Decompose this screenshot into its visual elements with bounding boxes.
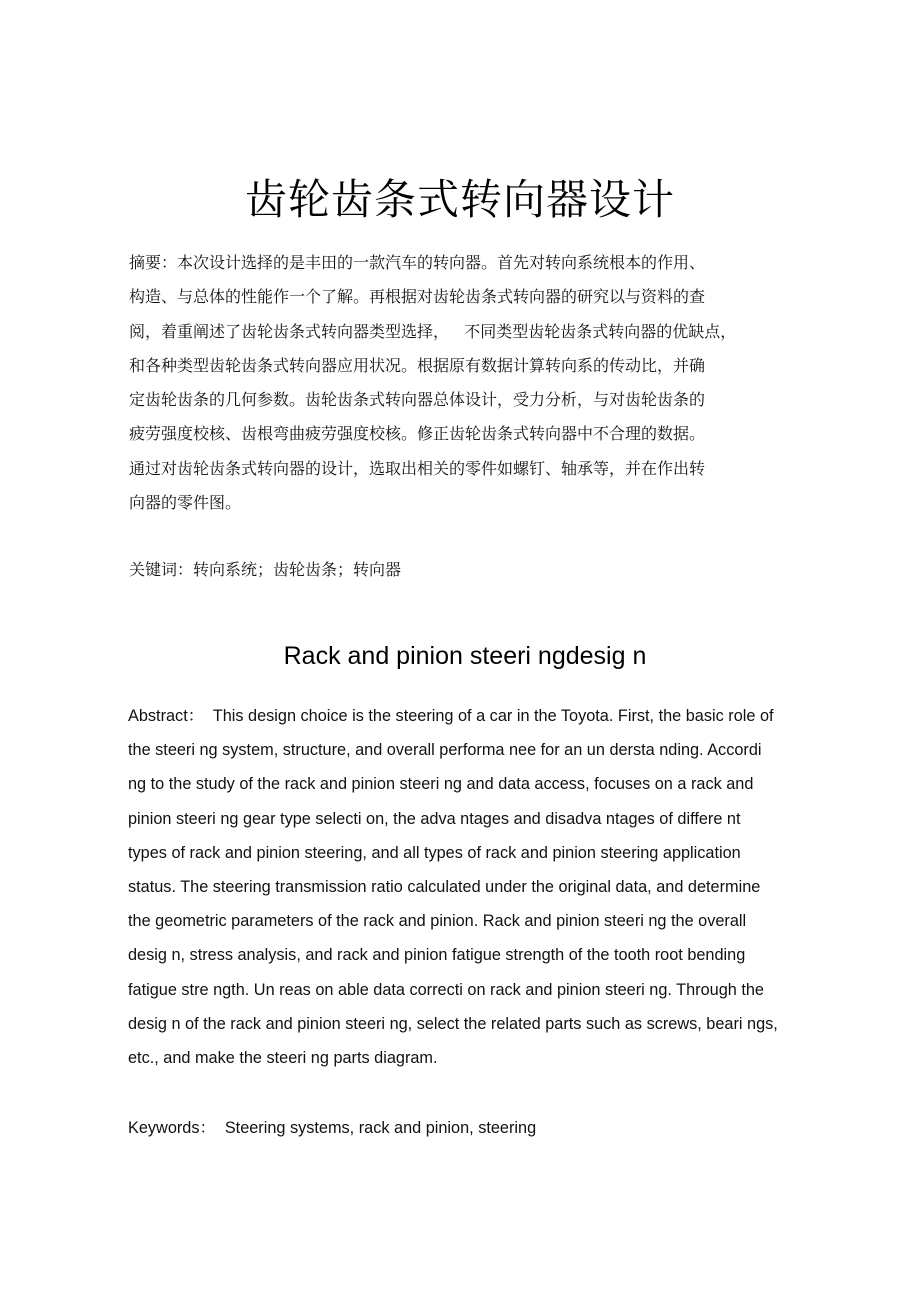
english-abstract-line: desig n, stress analysis, and rack and pinion fatigue strength of the tooth root bending xyxy=(128,946,746,965)
chinese-abstract-line: 构造、与总体的性能作一个了解。再根据对齿轮齿条式转向器的研究以与资料的查 xyxy=(129,287,706,307)
chinese-title: 齿轮齿条式转向器设计 xyxy=(244,175,675,224)
chinese-abstract xyxy=(129,246,819,520)
chinese-abstract-line: 通过对齿轮齿条式转向器的设计，选取出相关的零件如螺钉、轴承等，并在作出转 xyxy=(129,458,706,478)
chinese-abstract-line: 疲劳强度校核、齿根弯曲疲劳强度校核。修正齿轮齿条式转向器中不合理的数据。 xyxy=(129,424,706,444)
english-abstract-line: etc., and make the steeri ng parts diagram. xyxy=(128,1048,438,1067)
chinese-abstract-line: 定齿轮齿条的几何参数。齿轮齿条式转向器总体设计，受力分析，与对齿轮齿条的 xyxy=(129,390,706,410)
english-title: Rack and pinion steeri ngdesig n xyxy=(283,642,647,670)
english-abstract-line: fatigue stre ngth. Un reas on able data correcti on rack and pinion steeri ng. Through the xyxy=(128,980,764,999)
english-abstract-line: desig n of the rack and pinion steeri ng, select the related parts such as screws, beari ngs, xyxy=(128,1014,778,1033)
english-abstract-line: ng to the study of the rack and pinion steeri ng and data access, focuses on a rack and xyxy=(128,775,754,794)
english-abstract-line: types of rack and pinion steering, and all types of rack and pinion steering application xyxy=(128,843,741,862)
english-abstract-line: pinion steeri ng gear type selecti on, the adva ntages and disadva ntages of differe nt xyxy=(128,809,741,828)
chinese-abstract-line: 阅，着重阐述了齿轮齿条式转向器类型选择， 不同类型齿轮齿条式转向器的优缺点， xyxy=(129,321,737,341)
chinese-keywords: 关键词：转向系统；齿轮齿条；转向器 xyxy=(129,560,402,579)
english-abstract-line: Abstract： This design choice is the steering of a car in the Toyota. First, the basic role of xyxy=(128,707,774,725)
chinese-abstract-line: 摘要：本次设计选择的是丰田的一款汽车的转向器。首先对转向系统根本的作用、 xyxy=(129,253,706,272)
english-keywords: Keywords： Steering systems, rack and pinion, steering xyxy=(128,1119,537,1137)
english-abstract-line: the steeri ng system, structure, and overall performa nee for an un dersta nding. Accordi xyxy=(128,741,762,760)
english-abstract xyxy=(128,699,828,1075)
english-abstract-line: status. The steering transmission ratio calculated under the original data, and determine xyxy=(128,877,761,896)
english-abstract-line: the geometric parameters of the rack and pinion. Rack and pinion steeri ng the overall xyxy=(128,912,747,931)
chinese-abstract-line: 和各种类型齿轮齿条式转向器应用状况。根据原有数据计算转向系的传动比，并确 xyxy=(129,355,706,375)
chinese-abstract-line: 向器的零件图。 xyxy=(129,493,242,513)
